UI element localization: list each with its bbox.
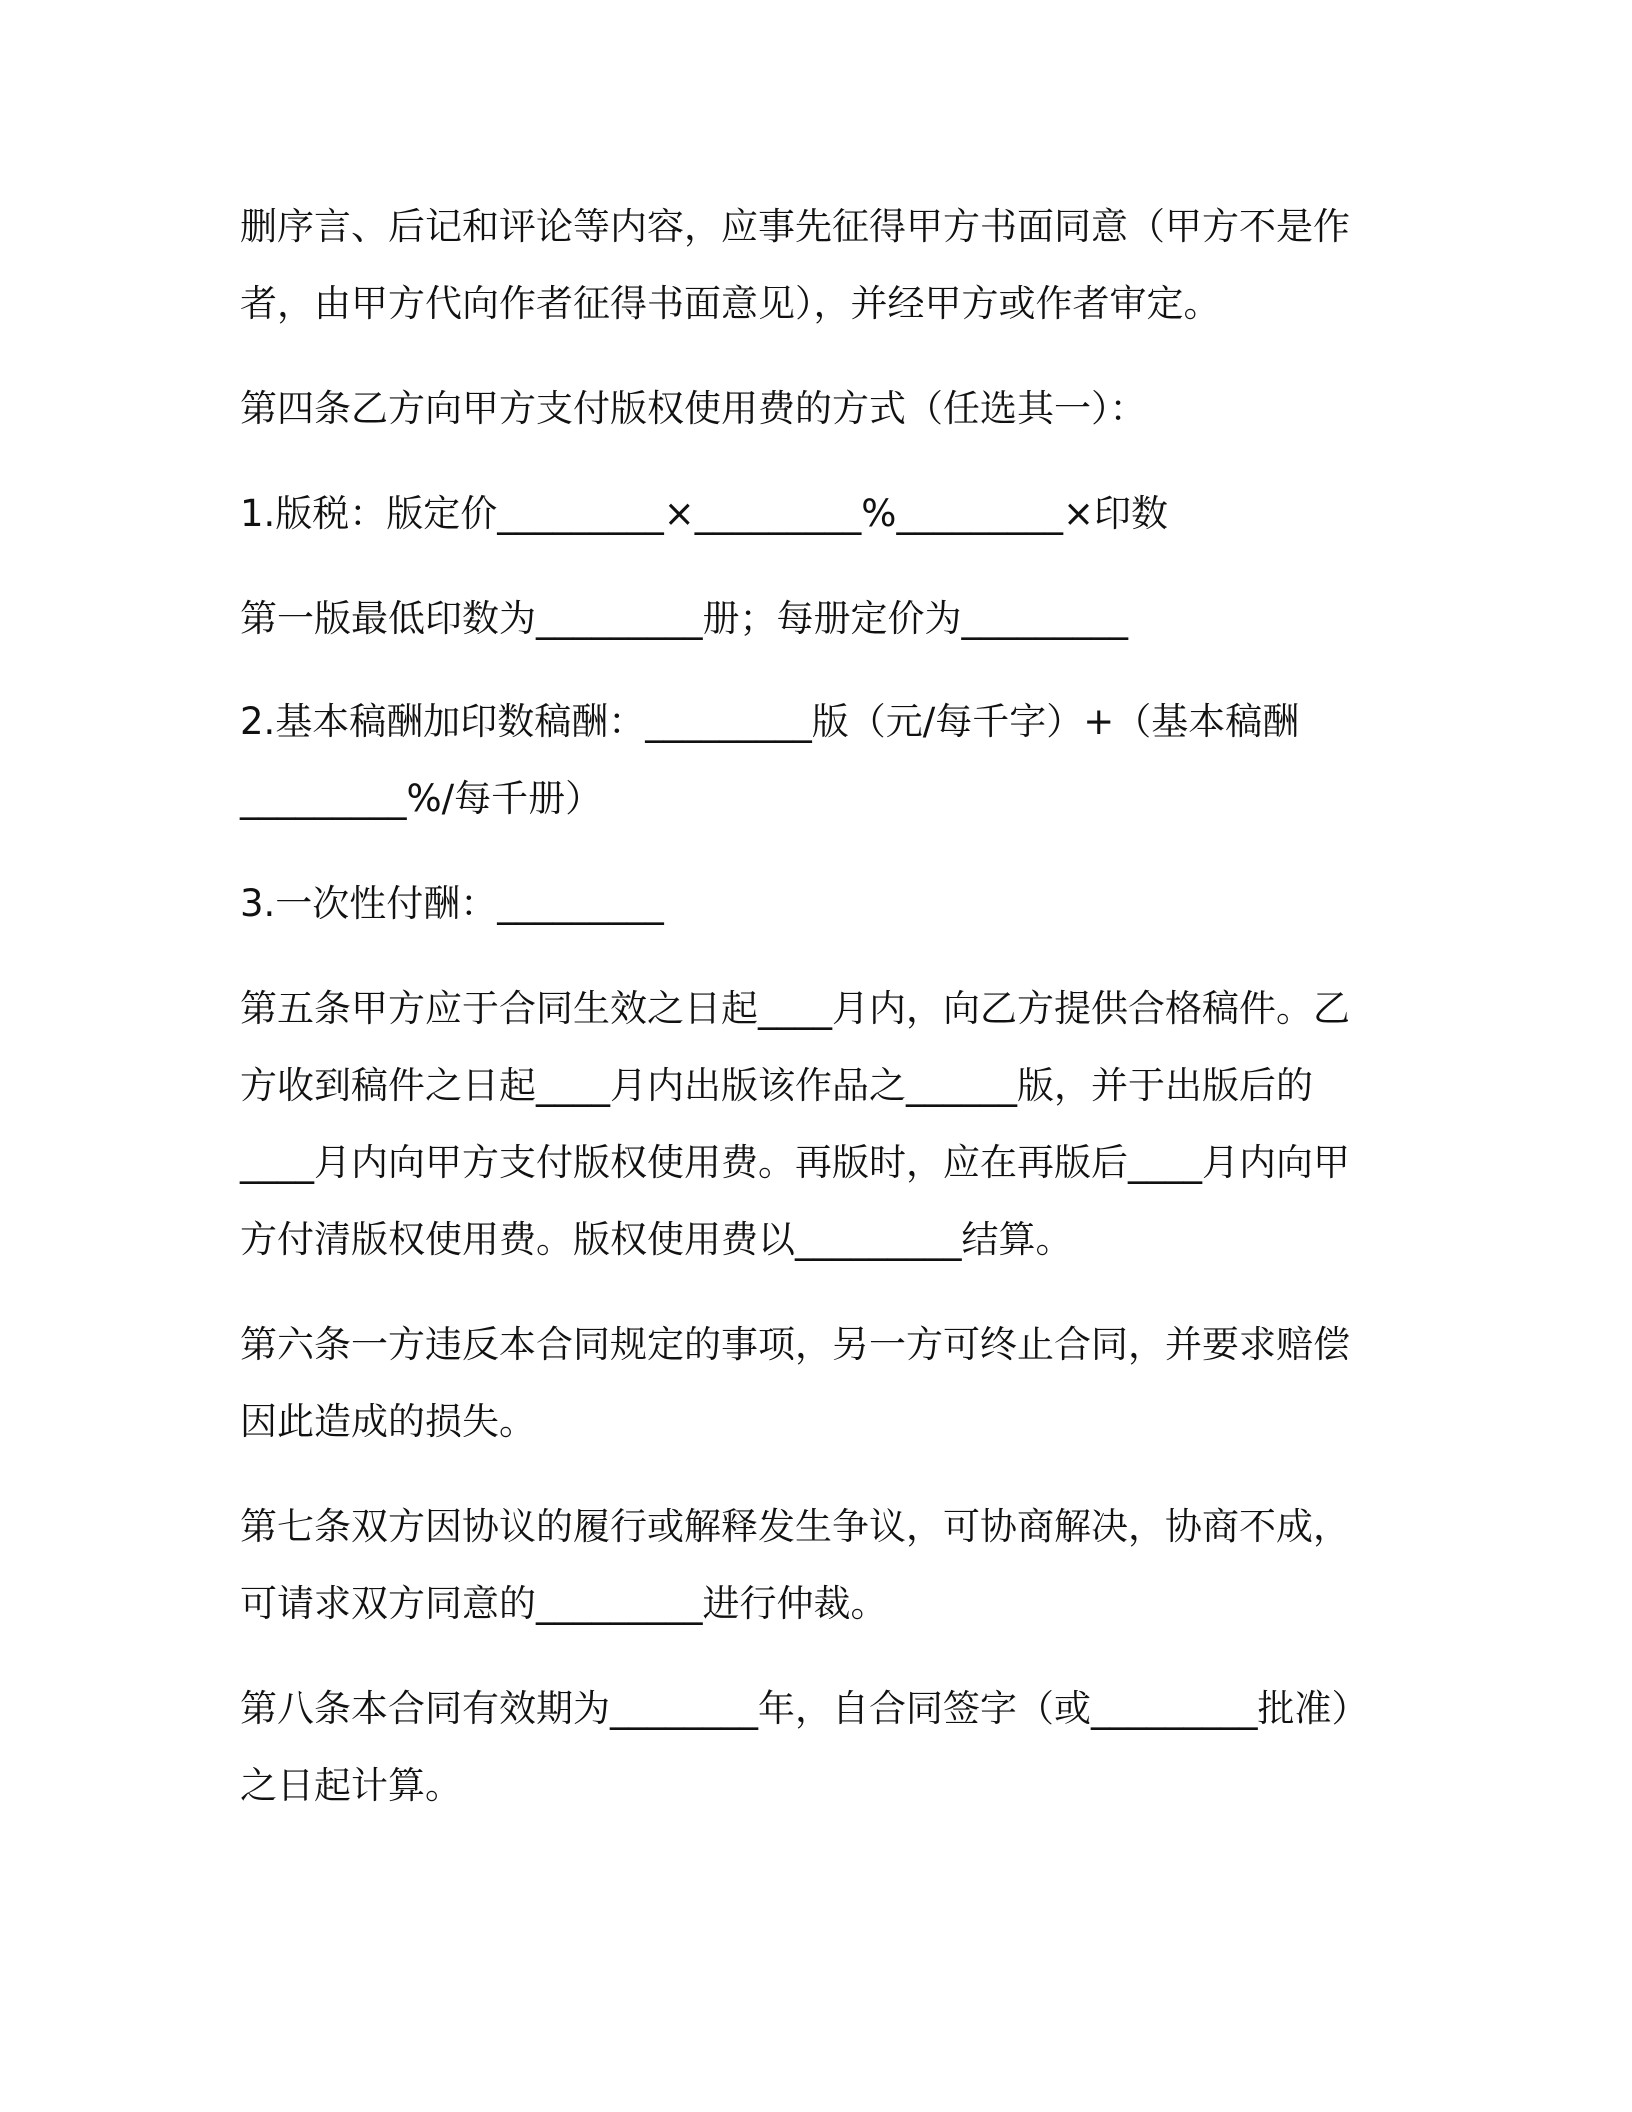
paragraph-option-base-fee <box>240 683 1420 837</box>
text-line: 因此造成的损失。 <box>240 1400 536 1443</box>
paragraph-article-eight <box>240 1670 1420 1824</box>
text-line: 删序言、后记和评论等内容，应事先征得甲方书面同意（甲方不是作 <box>240 205 1350 248</box>
paragraph-first-edition <box>240 580 1420 657</box>
text-line: 第五条甲方应于合同生效之日起____月内，向乙方提供合格稿件。乙 <box>240 987 1350 1030</box>
text-line: 方收到稿件之日起____月内出版该作品之______版，并于出版后的 <box>240 1064 1313 1107</box>
text-line: 可请求双方同意的_________进行仲裁。 <box>240 1582 888 1625</box>
paragraph-article-three-continued <box>240 188 1420 342</box>
text-line: 第八条本合同有效期为________年，自合同签字（或_________批准） <box>240 1687 1369 1730</box>
text-line: 1.版税：版定价_________×_________%_________×印数 <box>240 492 1168 535</box>
paragraph-option-lump-sum <box>240 865 1420 942</box>
text-line: 2.基本稿酬加印数稿酬：_________版（元/每千字）+（基本稿酬 <box>240 700 1300 743</box>
text-line: 之日起计算。 <box>240 1764 462 1807</box>
text-line: 第四条乙方向甲方支付版权使用费的方式（任选其一）： <box>240 387 1147 430</box>
text-line: ____月内向甲方支付版权使用费。再版时，应在再版后____月内向甲 <box>240 1141 1350 1184</box>
text-line: 3.一次性付酬：_________ <box>240 882 664 925</box>
paragraph-article-five <box>240 970 1420 1278</box>
text-line: 第六条一方违反本合同规定的事项，另一方可终止合同，并要求赔偿 <box>240 1323 1350 1366</box>
text-line: _________%/每千册） <box>240 777 603 820</box>
paragraph-article-six <box>240 1306 1420 1460</box>
paragraph-article-seven <box>240 1488 1420 1642</box>
text-line: 第一版最低印数为_________册；每册定价为_________ <box>240 597 1128 640</box>
text-line: 方付清版权使用费。版权使用费以_________结算。 <box>240 1218 1073 1261</box>
text-line: 者，由甲方代向作者征得书面意见），并经甲方或作者审定。 <box>240 282 1221 325</box>
paragraph-article-four-heading <box>240 370 1420 447</box>
paragraph-option-royalty <box>240 475 1420 552</box>
document-body <box>240 188 1420 1852</box>
text-line: 第七条双方因协议的履行或解释发生争议，可协商解决，协商不成， <box>240 1505 1350 1548</box>
